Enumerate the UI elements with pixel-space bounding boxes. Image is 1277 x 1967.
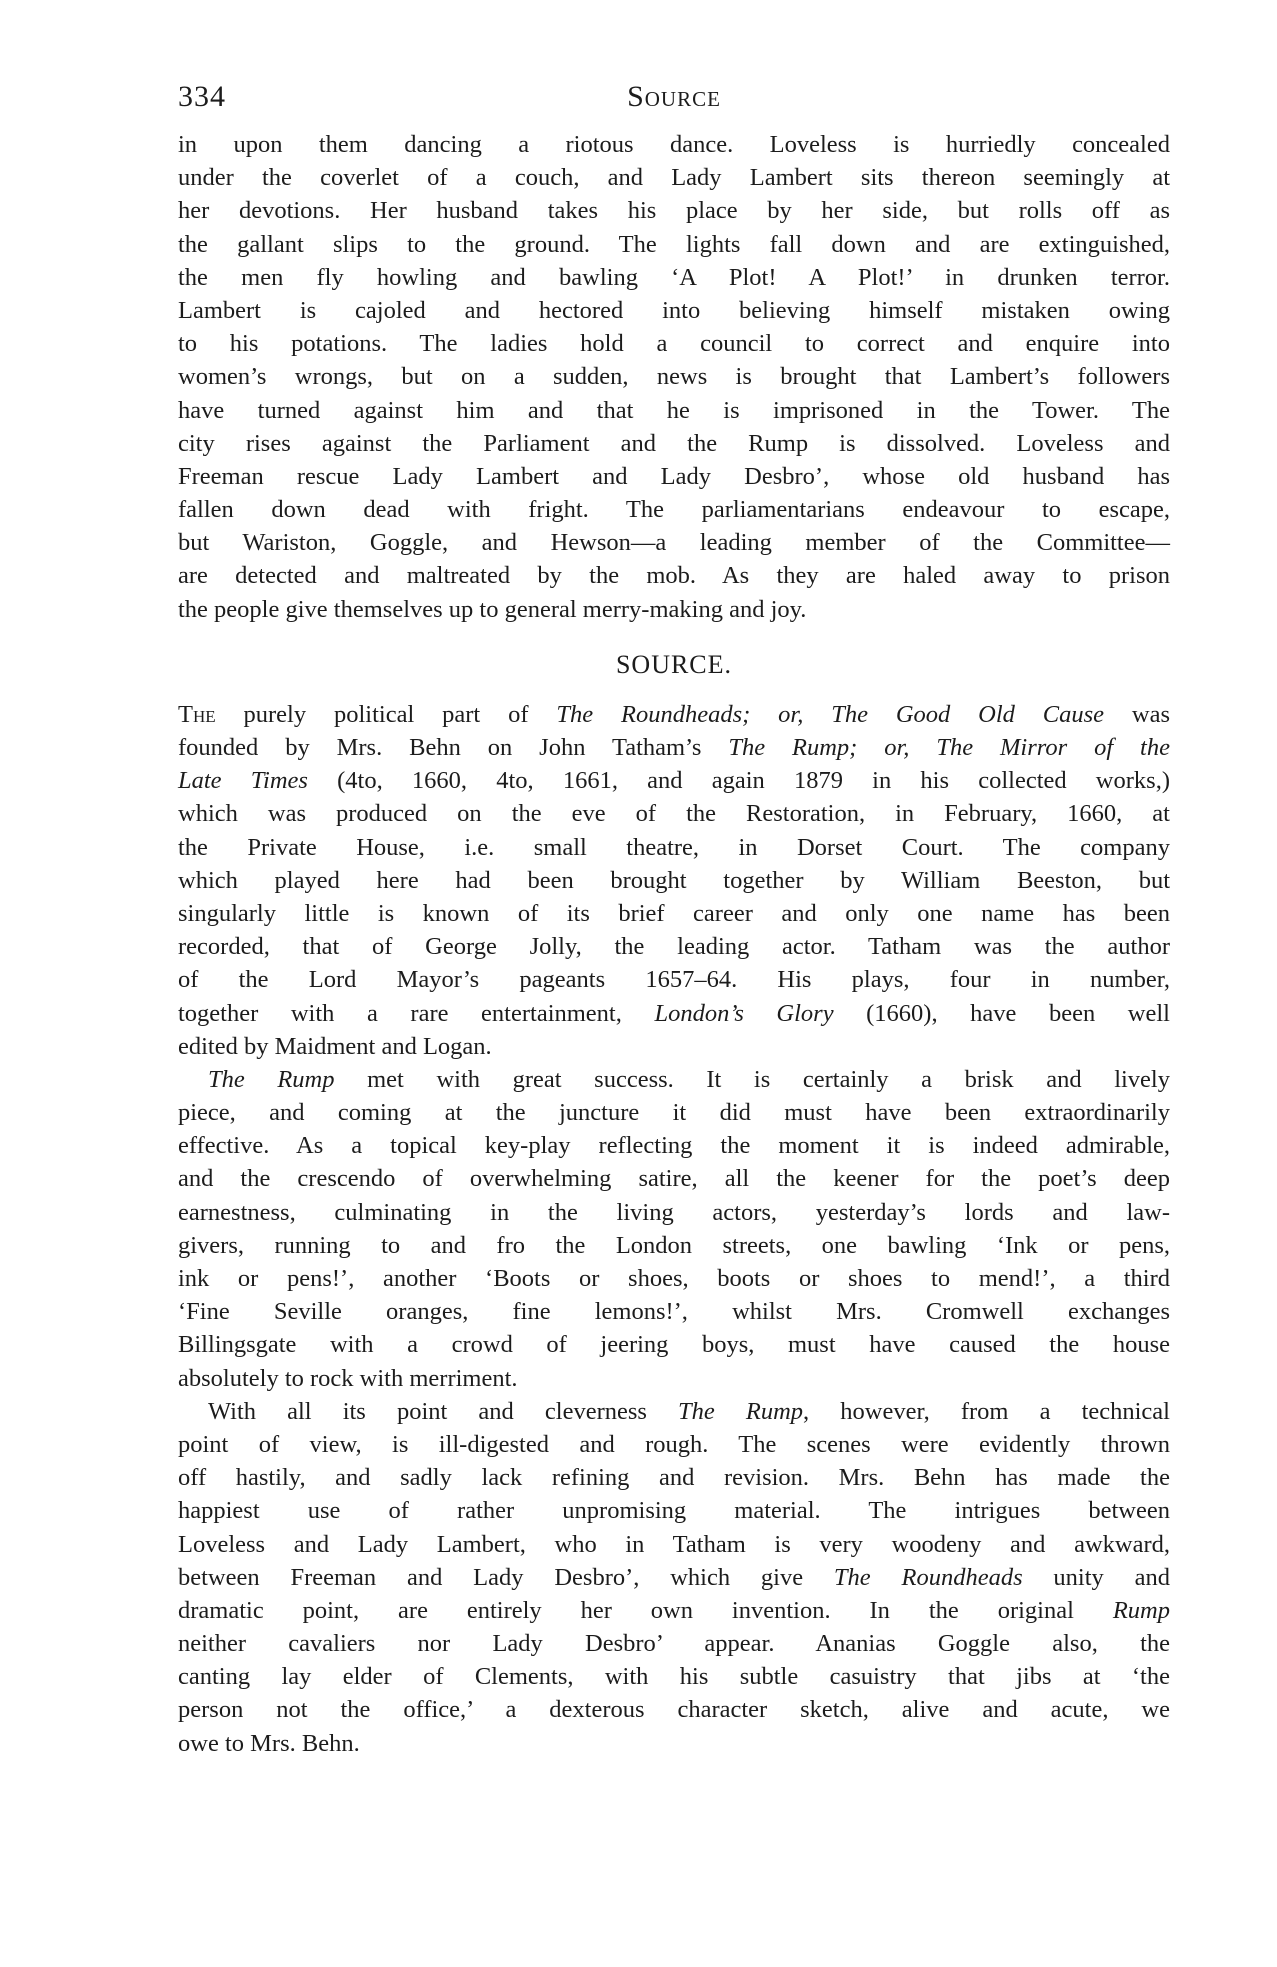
- text-run: together with a rare entertainment,: [178, 999, 655, 1027]
- text-line: [178, 1229, 1170, 1262]
- text-line: [178, 1528, 1170, 1561]
- text-line: [178, 1395, 1170, 1428]
- text-run: the people give themselves up to general merry-making and joy.: [178, 595, 807, 623]
- italic-run: The Rump; or, The Mirror of the: [728, 734, 1170, 761]
- text-line: [178, 1561, 1170, 1594]
- text-run: givers, running to and fro the London streets, one bawling ‘Ink or pens,: [178, 1231, 1170, 1259]
- text-run: have turned against him and that he is imprisoned in the Tower. The: [178, 396, 1170, 424]
- text-run: the men fly howling and bawling ‘A Plot! A Plot!’ in drunken terror.: [178, 263, 1170, 291]
- text-line: [178, 194, 1170, 227]
- running-head: [178, 80, 1170, 128]
- italic-run: The Roundheads: [833, 1563, 1023, 1591]
- italic-run: Late Times: [178, 767, 308, 795]
- text-run: (1660), have been well: [833, 999, 1170, 1027]
- text-line: [178, 1461, 1170, 1494]
- text-line: [178, 1328, 1170, 1361]
- text-run: (4to, 1660, 4to, 1661, and again 1879 in his collected works,): [307, 767, 1170, 795]
- text-run: of the Lord Mayor’s pageants 1657–64. His plays, four in number,: [178, 966, 1170, 994]
- text-line: [178, 294, 1170, 327]
- paragraph-source-1: [178, 698, 1170, 1063]
- text-line: [178, 394, 1170, 427]
- text-line: [178, 593, 1170, 626]
- text-line: [178, 1129, 1170, 1162]
- text-run: which was produced on the eve of the Restoration, in February, 1660, at: [178, 800, 1170, 828]
- text-run: her devotions. Her husband takes his place by her side, but rolls off as: [178, 197, 1170, 225]
- text-run: With all its point and cleverness: [208, 1397, 679, 1425]
- text-line: [178, 427, 1170, 460]
- text-line: [178, 1262, 1170, 1295]
- text-line: [178, 128, 1170, 161]
- text-run: absolutely to rock with merriment.: [178, 1364, 518, 1392]
- text-line: [178, 1594, 1170, 1627]
- text-run: under the coverlet of a couch, and Lady Lambert sits thereon seemingly at: [178, 164, 1170, 192]
- text-run: unity and: [1022, 1563, 1170, 1591]
- text-run: founded by Mrs. Behn on John Tatham’s: [178, 734, 729, 761]
- text-line: [178, 327, 1170, 360]
- text-run: and the crescendo of overwhelming satire, all the keener for the poet’s deep: [178, 1165, 1170, 1193]
- text-run: earnestness, culminating in the living actors, yesterday’s lords and law-: [178, 1198, 1170, 1226]
- text-line: [178, 526, 1170, 559]
- text-run: met with great success. It is certainly a brisk and lively: [334, 1065, 1170, 1093]
- text-line: [178, 1295, 1170, 1328]
- text-run: happiest use of rather unpromising material. The intrigues between: [178, 1497, 1170, 1525]
- text-line: [178, 1727, 1170, 1760]
- text-line: [178, 963, 1170, 996]
- text-run: ‘Fine Seville oranges, fine lemons!’, whilst Mrs. Cromwell exchanges: [178, 1298, 1170, 1326]
- text-run: effective. As a topical key-play reflecting the moment it is indeed admirable,: [178, 1132, 1170, 1160]
- text-line: [178, 1063, 1170, 1096]
- running-title: Source: [627, 80, 721, 113]
- text-line: [178, 1627, 1170, 1660]
- book-page: [178, 80, 1170, 1760]
- text-line: [178, 698, 1170, 731]
- text-line: [178, 161, 1170, 194]
- text-run: edited by Maidment and Logan.: [178, 1032, 492, 1060]
- text-line: [178, 897, 1170, 930]
- text-run: but Wariston, Goggle, and Hewson—a leading member of the Committee—: [178, 529, 1170, 557]
- text-run: recorded, that of George Jolly, the leading actor. Tatham was the author: [178, 933, 1170, 961]
- text-run: city rises against the Parliament and the Rump is dissolved. Loveless and: [178, 429, 1170, 457]
- text-line: [178, 1362, 1170, 1395]
- text-run: canting lay elder of Clements, with his subtle casuistry that jibs at ‘the: [178, 1663, 1170, 1691]
- text-run: Lambert is cajoled and hectored into believing himself mistaken owing: [178, 296, 1170, 324]
- paragraph-source-3: [178, 1395, 1170, 1760]
- text-run: the gallant slips to the ground. The lights fall down and are extinguished,: [178, 230, 1170, 258]
- text-run: between Freeman and Lady Desbro’, which give: [178, 1563, 834, 1591]
- text-line: [178, 1693, 1170, 1726]
- text-run: neither cavaliers nor Lady Desbro’ appear. Ananias Goggle also, the: [178, 1630, 1170, 1658]
- paragraph-summary: [178, 128, 1170, 626]
- text-line: [178, 261, 1170, 294]
- italic-run: The Roundheads; or, The Good Old Cause: [556, 700, 1105, 728]
- page-number: 334: [178, 80, 226, 113]
- text-run: women’s wrongs, but on a sudden, news is brought that Lambert’s followers: [178, 363, 1170, 391]
- text-line: [178, 1096, 1170, 1129]
- text-run: Freeman rescue Lady Lambert and Lady Desbro’, whose old husband has: [178, 462, 1170, 490]
- text-line: [178, 493, 1170, 526]
- text-line: [178, 731, 1170, 764]
- text-run: ink or pens!’, another ‘Boots or shoes, boots or shoes to mend!’, a third: [178, 1265, 1170, 1292]
- text-run: fallen down dead with fright. The parliamentarians endeavour to escape,: [178, 496, 1170, 524]
- text-run: dramatic point, are entirely her own invention. In the original: [178, 1596, 1113, 1624]
- text-run: was: [1104, 700, 1171, 728]
- text-run: are detected and maltreated by the mob. As they are haled away to prison: [178, 562, 1170, 590]
- italic-run: London’s Glory: [654, 999, 834, 1027]
- text-run: to his potations. The ladies hold a council to correct and enquire into: [178, 330, 1170, 358]
- paragraph-source-2: [178, 1063, 1170, 1395]
- text-run: The: [178, 700, 216, 728]
- text-line: [178, 460, 1170, 493]
- text-line: [178, 930, 1170, 963]
- text-run: Billingsgate with a crowd of jeering boys, must have caused the house: [178, 1331, 1170, 1359]
- text-line: [178, 360, 1170, 393]
- text-line: [178, 997, 1170, 1030]
- text-run: point of view, is ill-digested and rough. The scenes were evidently thrown: [178, 1430, 1170, 1458]
- text-run: Loveless and Lady Lambert, who in Tatham is very woodeny and awkward,: [178, 1530, 1170, 1558]
- text-run: owe to Mrs. Behn.: [178, 1729, 360, 1757]
- italic-run: Rump: [1112, 1596, 1170, 1624]
- text-line: [178, 559, 1170, 592]
- text-run: the Private House, i.e. small theatre, in Dorset Court. The company: [178, 833, 1170, 861]
- section-heading: SOURCE.: [615, 649, 733, 679]
- text-line: [178, 1660, 1170, 1693]
- text-line: [178, 1428, 1170, 1461]
- text-line: [178, 1494, 1170, 1527]
- text-line: [178, 1162, 1170, 1195]
- text-run: off hastily, and sadly lack refining and revision. Mrs. Behn has made the: [178, 1464, 1170, 1492]
- text-run: , however, from a technical: [803, 1397, 1170, 1425]
- italic-run: The Rump: [678, 1397, 804, 1425]
- text-line: [178, 1030, 1170, 1063]
- text-run: piece, and coming at the juncture it did must have been extraordinarily: [178, 1099, 1170, 1127]
- text-run: which played here had been brought together by William Beeston, but: [178, 866, 1170, 894]
- text-line: [178, 1196, 1170, 1229]
- text-run: purely political part of: [215, 700, 557, 728]
- text-line: [178, 228, 1170, 261]
- text-line: [178, 831, 1170, 864]
- text-run: in upon them dancing a riotous dance. Loveless is hurriedly concealed: [178, 131, 1170, 158]
- italic-run: The Rump: [208, 1065, 335, 1093]
- text-line: [178, 864, 1170, 897]
- text-run: singularly little is known of its brief career and only one name has been: [178, 899, 1170, 927]
- text-line: [178, 764, 1170, 797]
- text-line: [178, 797, 1170, 830]
- text-run: person not the office,’ a dexterous character sketch, alive and acute, we: [178, 1696, 1170, 1724]
